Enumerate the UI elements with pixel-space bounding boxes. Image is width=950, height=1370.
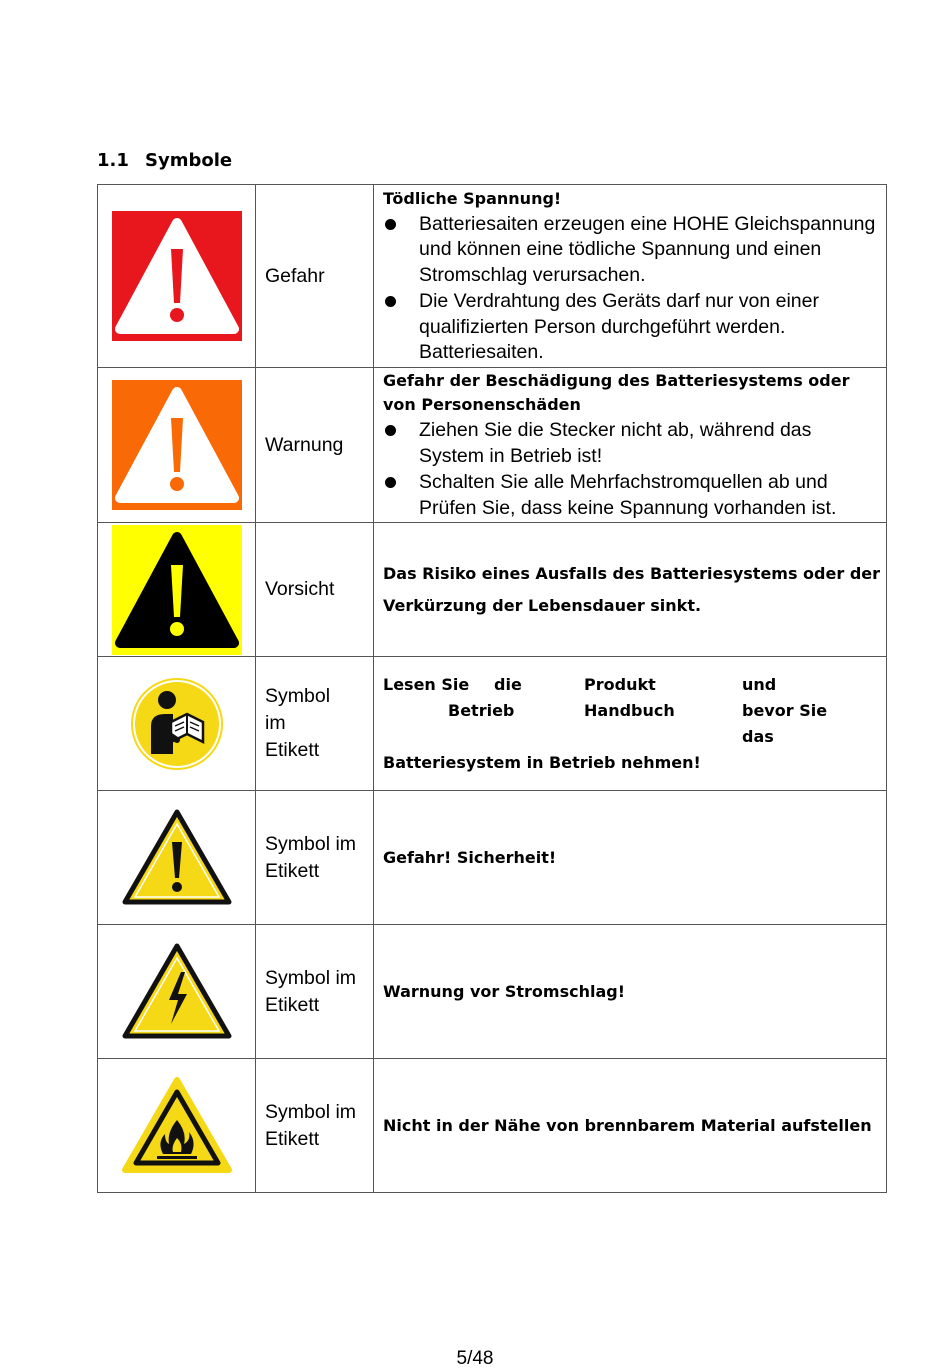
- label-line: Etikett: [265, 739, 320, 761]
- row-description: [374, 657, 887, 791]
- table-row: [98, 368, 887, 523]
- row-description: [374, 185, 887, 368]
- section-heading: [97, 150, 232, 171]
- list-item: Schalten Sie alle Mehrfachstromquellen ab und Prüfen Sie, dass keine Spannung vorhanden ist.: [383, 470, 880, 521]
- label-line: Symbol im: [265, 966, 357, 989]
- table-row: [98, 1059, 887, 1193]
- description-line: Gefahr! Sicherheit!: [383, 847, 557, 867]
- row-description: [374, 925, 887, 1059]
- row-label: Gefahr: [256, 185, 374, 368]
- icon-cell: [98, 657, 256, 791]
- row-description: [374, 1059, 887, 1193]
- list-item: Ziehen Sie die Stecker nicht ab, während das System in Betrieb ist!: [383, 418, 880, 469]
- description-line: Das Risiko eines Ausfalls des Batteriesystems oder der: [383, 563, 881, 583]
- section-title: Symbole: [145, 150, 233, 171]
- label-line: Symbol im: [265, 1100, 357, 1123]
- row-label: Vorsicht: [256, 523, 374, 657]
- row-label: Warnung: [256, 368, 374, 523]
- word: Lesen Sie: [383, 674, 470, 694]
- icon-cell: [98, 185, 256, 368]
- list-item: Batteriesaiten erzeugen eine HOHE Gleichspannung und können eine tödliche Spannung und einen Stromschlag verursachen.: [383, 212, 880, 289]
- page-number: 5/48: [456, 1348, 494, 1369]
- warning-exclamation-icon: [112, 380, 242, 510]
- label-line: Symbol: [265, 685, 331, 707]
- word: Produkt: [584, 674, 656, 694]
- caution-exclamation-icon: [112, 525, 242, 655]
- word: die: [494, 674, 522, 694]
- icon-cell: [98, 791, 256, 925]
- table-row: [98, 925, 887, 1059]
- label-line: Etikett: [265, 1127, 320, 1150]
- table-row: [98, 791, 887, 925]
- word: Batteriesystem in Betrieb nehmen!: [383, 752, 701, 772]
- row-description: [374, 368, 887, 523]
- label-line: Etikett: [265, 993, 320, 1016]
- description-line: Nicht in der Nähe von brennbarem Material aufstellen: [383, 1115, 872, 1135]
- icon-cell: [98, 523, 256, 657]
- table-row: [98, 657, 887, 791]
- word: und: [742, 674, 777, 694]
- general-warning-triangle-icon: [121, 808, 233, 908]
- row-label: [256, 925, 374, 1059]
- section-number: 1.1: [97, 150, 129, 171]
- table-row: [98, 185, 887, 368]
- word: Handbuch: [584, 700, 675, 720]
- row-label: [256, 1059, 374, 1193]
- label-line: im: [265, 712, 286, 734]
- row-title: Gefahr der Beschädigung des Batteriesystems oder von Personenschäden: [383, 371, 850, 414]
- label-line: Etikett: [265, 859, 320, 882]
- row-label: [256, 791, 374, 925]
- justified-text: [383, 672, 880, 776]
- description-line: Warnung vor Stromschlag!: [383, 981, 625, 1001]
- symbol-table: [97, 184, 887, 1193]
- row-description: [374, 791, 887, 925]
- icon-cell: [98, 925, 256, 1059]
- read-manual-icon: [129, 676, 225, 772]
- label-line: Symbol im: [265, 832, 357, 855]
- list-item: Die Verdrahtung des Geräts darf nur von einer qualifizierten Person durchgeführt werden. Batteriesaiten.: [383, 289, 880, 366]
- table-row: [98, 523, 887, 657]
- word: Betrieb: [448, 700, 515, 720]
- danger-exclamation-icon: [112, 211, 242, 341]
- word: bevor Sie das: [742, 700, 828, 746]
- row-description: [374, 523, 887, 657]
- bullet-list: [383, 418, 880, 521]
- icon-cell: [98, 368, 256, 523]
- row-title: Tödliche Spannung!: [383, 188, 562, 208]
- electric-shock-triangle-icon: [121, 942, 233, 1042]
- bullet-list: [383, 212, 880, 366]
- row-label: [256, 657, 374, 791]
- description-line: Verkürzung der Lebensdauer sinkt.: [383, 595, 702, 615]
- flammable-triangle-icon: [121, 1076, 233, 1176]
- icon-cell: [98, 1059, 256, 1193]
